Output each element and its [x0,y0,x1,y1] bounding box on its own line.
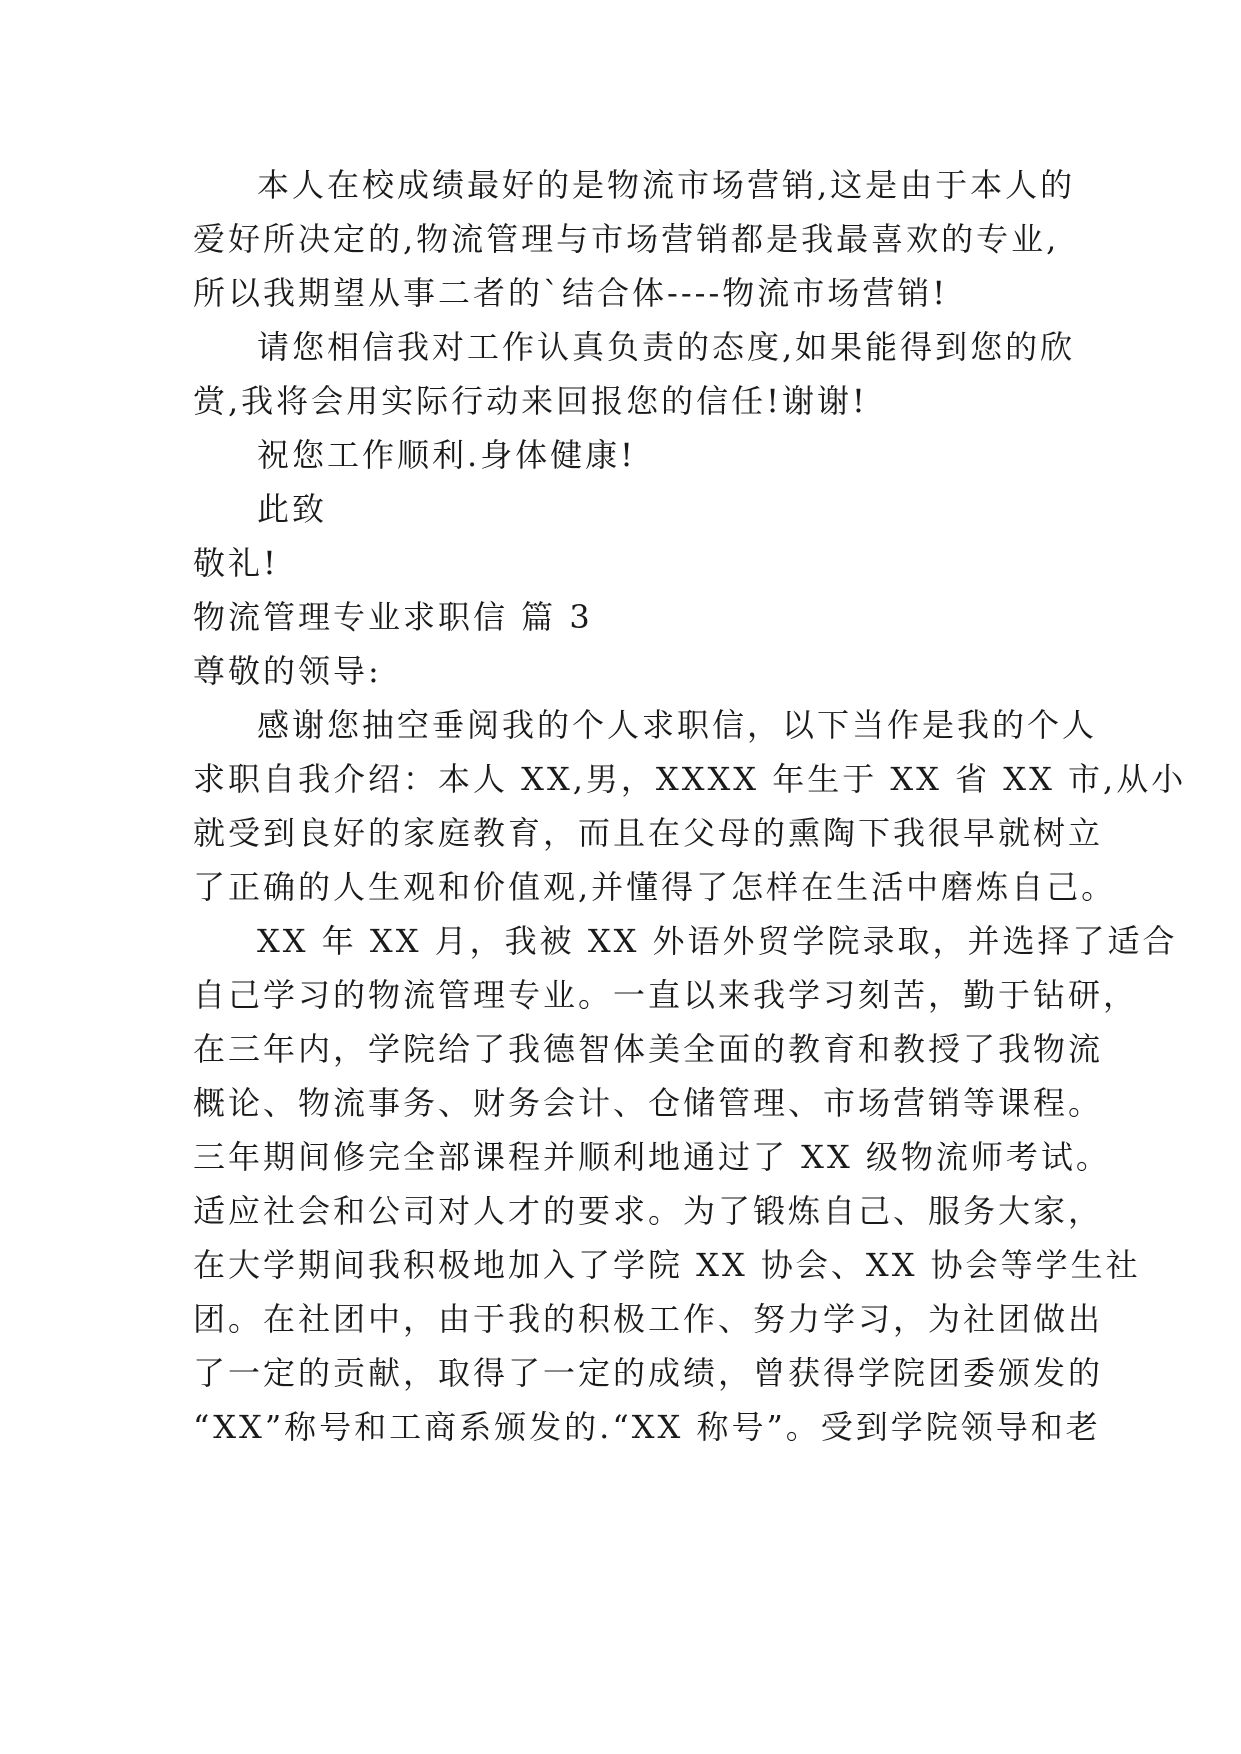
text-line: 求职自我介绍：本人 XX,男，XXXX 年生于 XX 省 XX 市,从小 [193,760,1187,798]
text-line: 尊敬的领导: [193,652,382,690]
text-line: 就受到良好的家庭教育，而且在父母的熏陶下我很早就树立 [193,814,1104,852]
text-line: 在大学期间我积极地加入了学院 XX 协会、XX 协会等学生社 [193,1246,1141,1284]
text-line: 了正确的人生观和价值观,并懂得了怎样在生活中磨炼自己。 [193,868,1117,906]
text-line: 适应社会和公司对人才的要求。为了锻炼自己、服务大家， [193,1192,1104,1230]
text-line: 了一定的贡献，取得了一定的成绩，曾获得学院团委颁发的 [193,1354,1104,1392]
text-line: 敬礼! [193,544,279,582]
text-line: 爱好所决定的,物流管理与市场营销都是我最喜欢的专业, [193,220,1060,258]
text-line: 请您相信我对工作认真负责的态度,如果能得到您的欣 [257,328,1076,366]
text-line: 赏,我将会用实际行动来回报您的信任!谢谢! [193,382,868,420]
text-line: 团。在社团中，由于我的积极工作、努力学习，为社团做出 [193,1300,1104,1338]
text-line: 概论、物流事务、财务会计、仓储管理、市场营销等课程。 [193,1084,1104,1122]
text-line: 物流管理专业求职信 篇 3 [193,598,593,636]
text-line: 此致 [257,490,328,528]
text-line: 三年期间修完全部课程并顺利地通过了 XX 级物流师考试。 [193,1138,1111,1176]
text-line: 在三年内，学院给了我德智体美全面的教育和教授了我物流 [193,1030,1104,1068]
text-line: XX 年 XX 月，我被 XX 外语外贸学院录取，并选择了适合 [257,922,1178,960]
text-line: 本人在校成绩最好的是物流市场营销,这是由于本人的 [257,166,1076,204]
letter-body [193,158,1187,1454]
text-line: 感谢您抽空垂阅我的个人求职信，以下当作是我的个人 [257,706,1098,744]
text-line: 自己学习的物流管理专业。一直以来我学习刻苦，勤于钻研， [193,976,1139,1014]
text-line: 祝您工作顺利.身体健康! [257,436,637,474]
text-line: “XX”称号和工商系颁发的.“XX 称号”。受到学院领导和老 [193,1408,1101,1446]
text-line: 所以我期望从事二者的`结合体----物流市场营销! [193,274,949,312]
